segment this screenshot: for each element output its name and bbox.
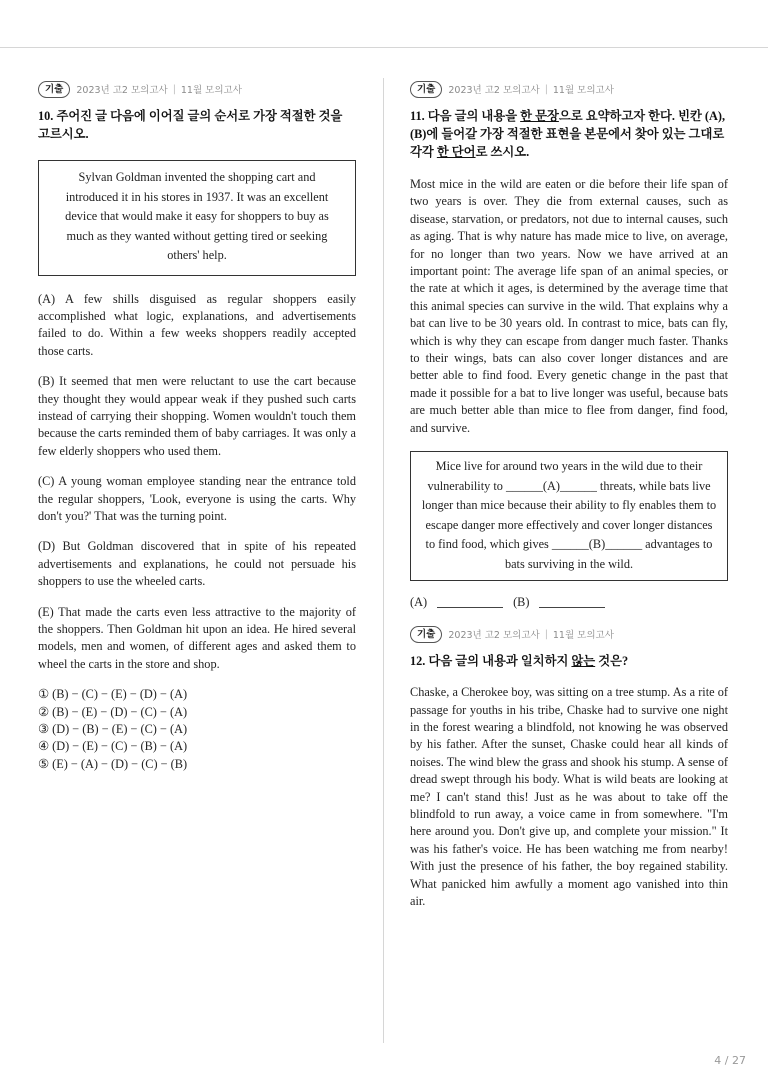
q11-answer-b-blank[interactable]: [539, 597, 605, 608]
meta-separator: |: [544, 628, 548, 640]
q11-title-part: 으로 요약하고자 한다. 빈칸 (A), (B)에 들어갈 가장 적절한 표현을 본문에서 찾아 있는 그대로 각각: [410, 109, 726, 159]
q11-summary-text: Mice live for around two years in the wild due to their vulnerability to ______(A)______ threats, while bats live longer than mice because their ability to fly enables them to escape danger more effectively and cover longer distances to find food, which gives ______(B)______ advantages to bats surviving in the wild.: [421, 459, 717, 571]
q10-option-4[interactable]: ④ (D) − (E) − (C) − (B) − (A): [38, 739, 188, 754]
q12-exam-label: 2023년 고2 모의고사: [448, 630, 540, 642]
q10-option-2[interactable]: ② (B) − (E) − (D) − (C) − (A): [38, 704, 188, 719]
page-number: 4 / 27: [714, 1054, 746, 1067]
q10-para-e: (E) That made the carts even less attractive to the majority of the shoppers. Then Goldman hit upon an idea. He hired several models, men and women, of different ages and asked them to wheel the carts in the store and shop.: [38, 604, 356, 671]
q10-para-d: (D) But Goldman discovered that in spite of his repeated advertisements and explanations, he could not persuade his shoppers to use the wheeled carts.: [38, 539, 356, 589]
q11-exam-label: 2023년 고2 모의고사: [448, 85, 540, 96]
q11-title: [410, 107, 728, 161]
q10-para-b: (B) It seemed that men were reluctant to use the cart because they thought they would appear weak if they pushed such carts instead of carrying their shopping. Women wouldn't touch them because the carts reminded them of baby carriages. It was only a few elderly shoppers who used them.: [38, 374, 356, 458]
q10-title: 10. 주어진 글 다음에 이어질 글의 순서로 가장 적절한 것을 고르시오.: [38, 109, 343, 141]
q10-para-a: (A) A few shills disguised as regular shoppers easily accomplished what logic, explanations, and advertisements failed to do. Within a few weeks shoppers readily accepted those carts.: [38, 291, 356, 358]
q12-title-part: 12. 다음 글의 내용과 일치하지: [410, 654, 572, 669]
q11-answer-a-label: (A): [410, 595, 428, 610]
q11-title-underlined: 한 문장: [520, 109, 559, 123]
q10-option-3[interactable]: ③ (D) − (B) − (E) − (C) − (A): [38, 722, 188, 737]
q10-given-box: [38, 160, 356, 276]
q12-title-underlined: 않는: [571, 654, 596, 669]
q11-month-label: 11월 모의고사: [552, 85, 614, 96]
q11-title-part: 로 쓰시오.: [475, 145, 530, 159]
column-divider: [383, 78, 384, 1043]
q12-badge: 기출: [410, 626, 442, 643]
q10-options: [38, 686, 356, 773]
meta-separator: |: [172, 83, 176, 95]
q11-answer-b-label: (B): [513, 595, 530, 610]
q10-meta: [38, 80, 356, 98]
q10-exam-label: 2023년 고2 모의고사: [76, 85, 168, 96]
q10-given-text: Sylvan Goldman invented the shopping cart and introduced it in his stores in 1937. It was an excellent device that would make it easy for shoppers to buy as much as they wanted without getting tired or seeking others' help.: [65, 170, 329, 262]
header-rule: [0, 47, 768, 48]
q10-badge: 기출: [38, 81, 70, 98]
right-column: [410, 80, 728, 910]
q12-meta: [410, 625, 728, 643]
q12-passage: Chaske, a Cherokee boy, was sitting on a tree stump. As a rite of passage for youths in his tribe, Chaske had to survive one night in the forest wearing a blindfold, not knowing he was observed by his father. After the sunset, Chaske could hear all kinds of noises. The wind blew the grass and shook his stump. A sense of dread swept through his body. What is wild beats are looking at me? I can't stand this! Just as he was about to take off the blindfold to run away, a voice came in from somewhere. "I'm here around you. Don't give up, and complete your mission." It was his father's voice. He has been watching me from nearby! With just the presence of his father, the boy regained stability. What panicked him awfully a moment ago vanished into thin air.: [410, 685, 728, 908]
q11-answer-row: [410, 595, 728, 610]
question-10: [38, 80, 356, 773]
q11-passage: Most mice in the wild are eaten or die before their life span of two years is over. They die from external causes, such as disease, starvation, or predators, not due to internal causes, such as aging. That is why nature has made mice to live, on average, for no longer than two years. Now we have arrived at an important point: The average life span of an animal species, or the rate at which it ages, is determined by the average time that this animal species can survive in the wild. That explains why a bat can live to be 30 years old. In contrast to mice, bats can fly, which is why they can escape from danger much faster. Thanks to their wings, bats can also cover longer distances and are better able to find food. Every genetic change in the past that made it possible for a bat to live longer was useful, because bats are much better able than mice to flee from danger, find food, and survive.: [410, 177, 728, 435]
q11-meta: [410, 80, 728, 98]
q12-month-label: 11월 모의고사: [552, 630, 614, 642]
q11-summary-box: [410, 451, 728, 581]
q11-title-part: 11. 다음 글의 내용을: [410, 109, 521, 123]
q10-month-label: 11월 모의고사: [180, 85, 242, 96]
meta-separator: |: [544, 83, 548, 95]
q12-title-part: 것은?: [595, 654, 629, 669]
q11-badge: 기출: [410, 81, 442, 98]
q12-title: [410, 652, 728, 670]
q10-para-c: (C) A young woman employee standing near the entrance told the regular shoppers, 'Look, everyone is using the carts. Why don't you?' That was the turning point.: [38, 474, 356, 523]
q11-title-underlined: 한 단어: [436, 145, 476, 159]
q10-option-5[interactable]: ⑤ (E) − (A) − (D) − (C) − (B): [38, 756, 188, 771]
q11-answer-a-blank[interactable]: [437, 597, 503, 608]
q10-option-1[interactable]: ① (B) − (C) − (E) − (D) − (A): [38, 687, 188, 702]
